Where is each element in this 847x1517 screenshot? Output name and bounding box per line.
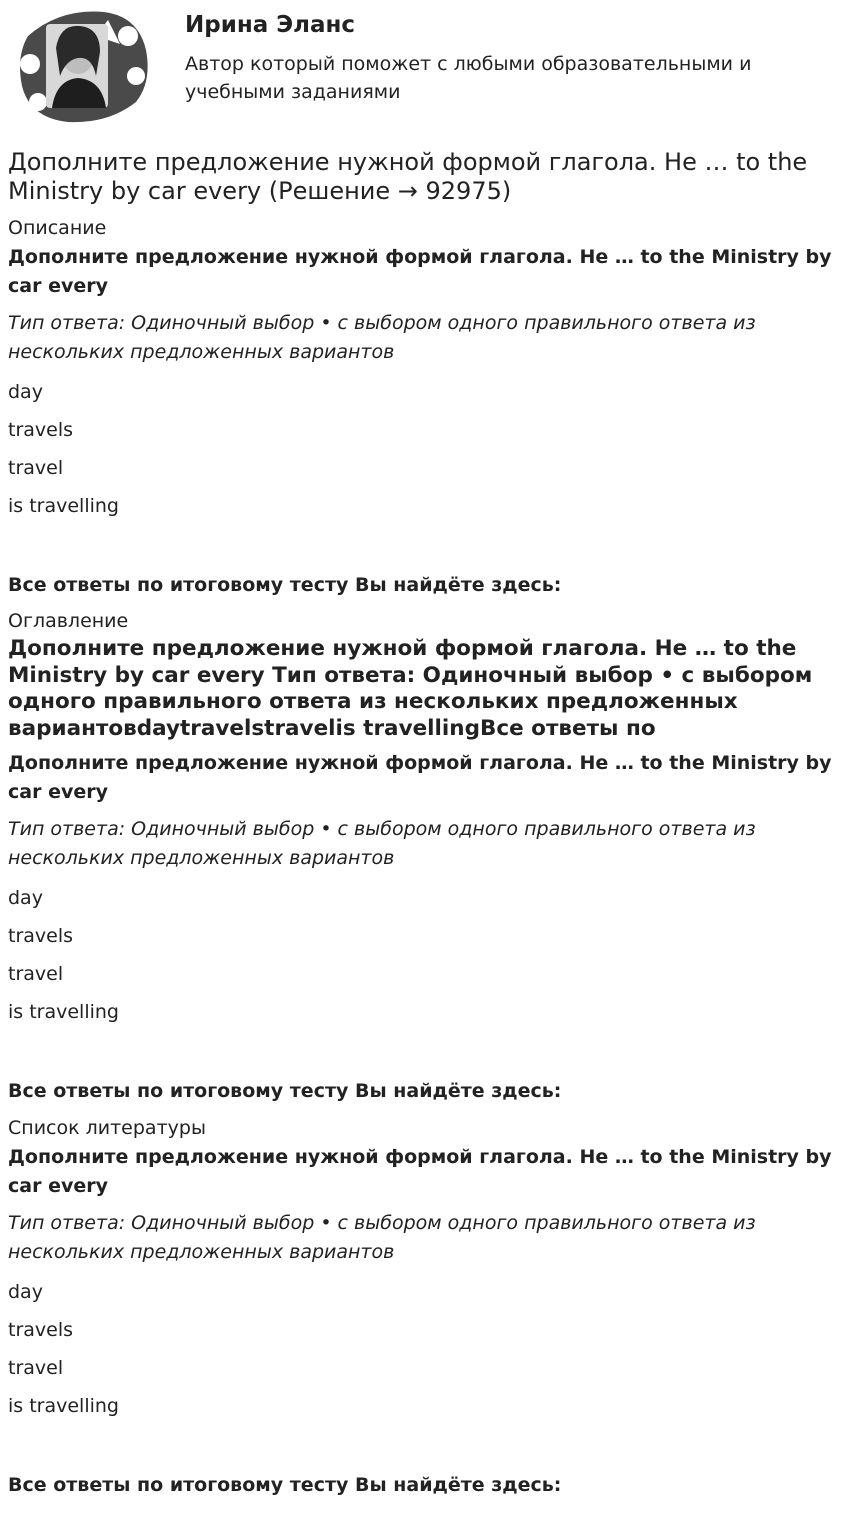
author-avatar[interactable] bbox=[8, 6, 150, 126]
section-label-bibliography: Список литературы bbox=[8, 1117, 206, 1139]
all-answers-link[interactable]: Все ответы по итоговому тесту Вы найдёте здесь: bbox=[8, 1080, 562, 1102]
answer-type: Тип ответа: Одиночный выбор • с выбором одного правильного ответа из нескольких предложенных вариантов bbox=[8, 818, 756, 869]
option-item: day bbox=[8, 381, 43, 403]
toc-section bbox=[8, 609, 838, 1104]
option-item: travel bbox=[8, 963, 64, 985]
author-name[interactable]: Ирина Эланс bbox=[185, 12, 356, 38]
section-label-toc: Оглавление bbox=[8, 610, 129, 632]
answer-type: Тип ответа: Одиночный выбор • с выбором одного правильного ответа из нескольких предложенных вариантов bbox=[8, 1212, 756, 1263]
bibliography-section bbox=[8, 1116, 838, 1498]
option-item: is travelling bbox=[8, 1395, 119, 1417]
question-text: Дополните предложение нужной формой глагола. He … to the Ministry by car every bbox=[8, 752, 832, 803]
option-item: day bbox=[8, 1281, 43, 1303]
page-title: Дополните предложение нужной формой глагола. He … to the Ministry by car every (Решение → 92975) bbox=[8, 148, 808, 205]
question-text: Дополните предложение нужной формой глагола. He … to the Ministry by car every bbox=[8, 246, 832, 297]
all-answers-link[interactable]: Все ответы по итоговому тесту Вы найдёте здесь: bbox=[8, 574, 562, 596]
question-text: Дополните предложение нужной формой глагола. He … to the Ministry by car every bbox=[8, 1146, 832, 1197]
option-item: travels bbox=[8, 1319, 74, 1341]
option-item: travels bbox=[8, 925, 74, 947]
option-item: travels bbox=[8, 419, 74, 441]
section-label-description: Описание bbox=[8, 217, 107, 239]
description-section bbox=[8, 216, 838, 598]
option-item: is travelling bbox=[8, 495, 119, 517]
answer-type: Тип ответа: Одиночный выбор • с выбором одного правильного ответа из нескольких предложенных вариантов bbox=[8, 312, 756, 363]
option-item: day bbox=[8, 887, 43, 909]
all-answers-link[interactable]: Все ответы по итоговому тесту Вы найдёте здесь: bbox=[8, 1474, 562, 1496]
author-header bbox=[0, 0, 847, 140]
option-item: travel bbox=[8, 1357, 64, 1379]
author-description: Автор который поможет с любыми образовательными и учебными заданиями bbox=[185, 53, 752, 103]
option-item: travel bbox=[8, 457, 64, 479]
toc-summary: Дополните предложение нужной формой глагола. He … to the Ministry by car every Тип ответа: Одиночный выбор • с выбором одного правильного ответа из нескольких предложенных вариантовdaytravelstravelis travellingВсе ответы по bbox=[8, 636, 813, 741]
option-item: is travelling bbox=[8, 1001, 119, 1023]
